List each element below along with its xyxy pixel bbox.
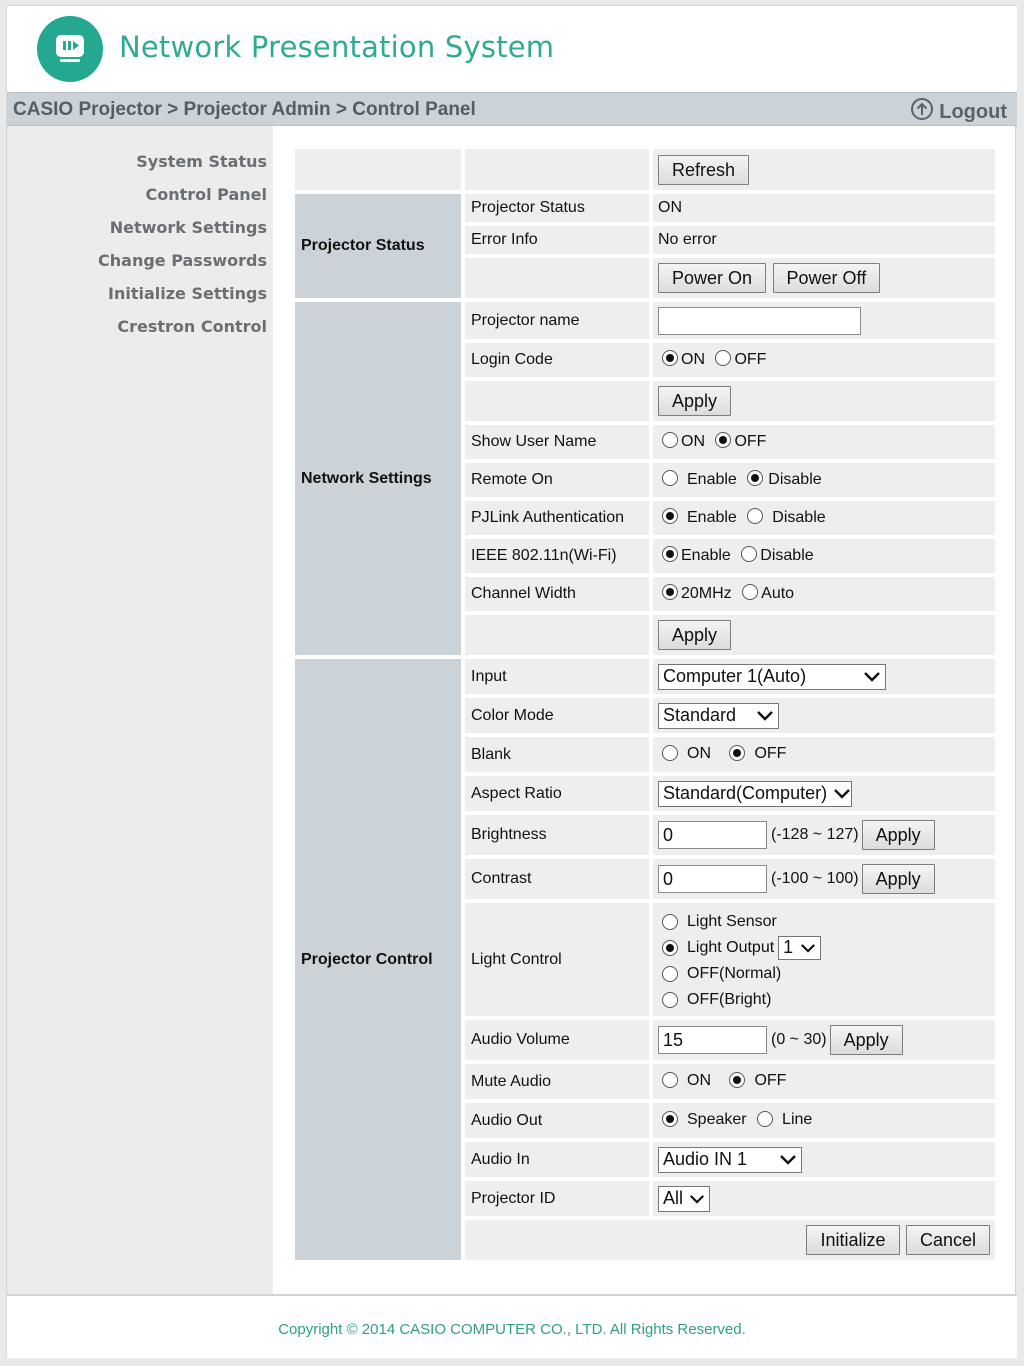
light-sensor-label: Light Sensor [687, 912, 777, 930]
logout-label: Logout [939, 100, 1007, 123]
wifi-enable-label: Enable [681, 546, 731, 564]
off-bright-option [658, 987, 995, 1013]
remote-on-disable-label: Disable [768, 470, 822, 488]
sidebar-item-network-settings[interactable]: Network Settings [109, 218, 267, 237]
channel-auto-radio[interactable] [742, 584, 758, 600]
blank-label: Blank [465, 737, 653, 772]
show-user-name-on-radio[interactable] [662, 432, 678, 448]
projector-status-label: Projector Status [465, 194, 653, 222]
breadcrumb: CASIO Projector > Projector Admin > Control Panel [13, 99, 476, 120]
pjlink-disable-label: Disable [772, 508, 826, 526]
app-title: Network Presentation System [119, 30, 555, 64]
contrast-range: (-100 ~ 100) [771, 870, 859, 887]
brightness-label: Brightness [465, 815, 653, 855]
refresh-row [295, 149, 995, 190]
section-projector-status: Projector Status [295, 194, 465, 298]
off-normal-radio[interactable] [662, 966, 678, 982]
audio-out-label: Audio Out [465, 1103, 653, 1138]
projector-id-select-value: All [663, 1188, 684, 1208]
audio-volume-range: (0 ~ 30) [771, 1031, 827, 1048]
up-arrow-circle-icon [911, 98, 933, 126]
sidebar [7, 126, 273, 1294]
projector-name-row [295, 302, 995, 339]
chevron-down-icon [800, 943, 816, 953]
brightness-range: (-128 ~ 127) [771, 826, 859, 843]
light-sensor-radio[interactable] [662, 914, 678, 930]
pjlink-auth-label: PJLink Authentication [465, 501, 653, 535]
aspect-ratio-select[interactable] [658, 781, 852, 807]
chevron-down-icon [833, 788, 851, 799]
channel-width-label: Channel Width [465, 577, 653, 611]
remote-on-disable-radio[interactable] [747, 470, 763, 486]
contrast-apply-button[interactable]: Apply [862, 864, 935, 894]
input-row [295, 659, 995, 694]
audio-out-line-radio[interactable] [757, 1111, 773, 1127]
light-output-option [658, 935, 995, 961]
input-select[interactable] [658, 664, 886, 690]
color-mode-select[interactable] [658, 703, 779, 729]
off-bright-radio[interactable] [662, 992, 678, 1008]
login-code-off-label: OFF [734, 350, 767, 368]
projector-status-row [295, 194, 995, 222]
show-user-name-on-label: ON [681, 432, 705, 450]
audio-out-speaker-label: Speaker [687, 1111, 747, 1129]
power-off-button[interactable]: Power Off [773, 263, 881, 293]
sidebar-item-control-panel[interactable]: Control Panel [145, 185, 267, 204]
logout-button[interactable] [911, 98, 1007, 126]
blank-off-radio[interactable] [729, 745, 745, 761]
mute-audio-off-radio[interactable] [729, 1072, 745, 1088]
login-code-off-radio[interactable] [715, 350, 731, 366]
channel-20mhz-radio[interactable] [662, 584, 678, 600]
light-output-label: Light Output [687, 938, 775, 956]
audio-out-speaker-radio[interactable] [662, 1111, 678, 1127]
cancel-button[interactable]: Cancel [906, 1225, 990, 1255]
color-mode-select-value: Standard [663, 705, 737, 725]
error-info-label: Error Info [465, 226, 653, 254]
power-on-button[interactable]: Power On [658, 263, 766, 293]
chevron-down-icon [689, 1194, 705, 1204]
presentation-screen-icon [37, 16, 103, 82]
light-control-label: Light Control [465, 903, 653, 1016]
control-panel-main [295, 149, 995, 1264]
show-user-name-off-label: OFF [734, 432, 767, 450]
section-projector-control: Projector Control [295, 659, 465, 1260]
chevron-down-icon [863, 671, 881, 682]
remote-on-label: Remote On [465, 463, 653, 497]
section-network-settings: Network Settings [295, 302, 465, 655]
projector-name-label: Projector name [465, 302, 653, 339]
sidebar-item-initialize-settings[interactable]: Initialize Settings [108, 284, 267, 303]
light-sensor-option [658, 909, 995, 935]
projector-name-input[interactable] [658, 307, 861, 335]
show-user-name-off-radio[interactable] [715, 432, 731, 448]
aspect-ratio-select-value: Standard(Computer) [663, 783, 828, 803]
channel-auto-label: Auto [761, 584, 795, 602]
audio-volume-label: Audio Volume [465, 1020, 653, 1060]
input-select-value: Computer 1(Auto) [663, 666, 807, 686]
chevron-down-icon [756, 710, 774, 721]
audio-in-label: Audio In [465, 1142, 653, 1177]
light-output-radio[interactable] [662, 940, 678, 956]
light-output-level-select[interactable] [778, 936, 821, 960]
wifi-label: IEEE 802.11n(Wi-Fi) [465, 539, 653, 573]
mute-audio-off-label: OFF [754, 1072, 787, 1090]
contrast-label: Contrast [465, 859, 653, 899]
pjlink-disable-radio[interactable] [747, 508, 763, 524]
wifi-disable-radio[interactable] [741, 546, 757, 562]
brightness-input[interactable]: 0 [658, 821, 767, 849]
blank-cell [465, 615, 653, 655]
projector-id-label: Projector ID [465, 1181, 653, 1216]
header [7, 6, 1017, 92]
sidebar-item-change-passwords[interactable]: Change Passwords [98, 251, 267, 270]
blank-off-label: OFF [754, 745, 787, 763]
sidebar-nav [98, 152, 267, 350]
wifi-enable-radio[interactable] [662, 546, 678, 562]
audio-in-select-value: Audio IN 1 [663, 1149, 748, 1169]
channel-20mhz-label: 20MHz [681, 584, 732, 602]
login-code-apply-button[interactable]: Apply [658, 386, 731, 416]
wifi-disable-label: Disable [760, 546, 814, 564]
light-output-level-value: 1 [783, 937, 794, 957]
login-code-on-label: ON [681, 350, 705, 368]
pjlink-enable-label: Enable [687, 508, 737, 526]
blank-cell [465, 381, 653, 421]
brightness-apply-button[interactable]: Apply [862, 820, 935, 850]
footer [7, 1294, 1017, 1358]
blank-on-radio[interactable] [662, 745, 678, 761]
off-normal-option [658, 961, 995, 987]
audio-in-select[interactable] [658, 1147, 802, 1173]
control-table [295, 145, 995, 1264]
login-code-on-radio[interactable] [662, 350, 678, 366]
blank-cell [295, 149, 465, 190]
color-mode-label: Color Mode [465, 698, 653, 733]
copyright-text: Copyright © 2014 CASIO COMPUTER CO., LTD. All Rights Reserved. [278, 1321, 746, 1338]
breadcrumb-bar [7, 92, 1017, 126]
refresh-button[interactable]: Refresh [658, 155, 749, 185]
page-frame [6, 5, 1016, 1357]
mute-audio-label: Mute Audio [465, 1064, 653, 1099]
off-normal-label: OFF(Normal) [687, 964, 782, 982]
contrast-input[interactable]: 0 [658, 865, 767, 893]
remote-on-enable-label: Enable [687, 470, 737, 488]
audio-out-line-label: Line [782, 1111, 813, 1129]
blank-cell [465, 149, 653, 190]
projector-id-select[interactable] [658, 1186, 710, 1212]
audio-volume-input[interactable]: 15 [658, 1026, 767, 1054]
remote-on-enable-radio[interactable] [662, 470, 678, 486]
network-apply-button[interactable]: Apply [658, 620, 731, 650]
off-bright-label: OFF(Bright) [687, 990, 772, 1008]
blank-on-label: ON [687, 745, 711, 763]
login-code-label: Login Code [465, 343, 653, 377]
audio-volume-apply-button[interactable]: Apply [830, 1025, 903, 1055]
chevron-down-icon [779, 1154, 797, 1165]
initialize-button[interactable]: Initialize [806, 1225, 899, 1255]
input-label: Input [465, 659, 653, 694]
blank-cell [465, 258, 653, 298]
projector-status-value: ON [653, 194, 995, 222]
aspect-ratio-label: Aspect Ratio [465, 776, 653, 811]
show-user-name-label: Show User Name [465, 425, 653, 459]
pjlink-enable-radio[interactable] [662, 508, 678, 524]
sidebar-item-crestron-control[interactable]: Crestron Control [117, 317, 267, 336]
error-info-value: No error [653, 226, 995, 254]
mute-audio-on-radio[interactable] [662, 1072, 678, 1088]
mute-audio-on-label: ON [687, 1072, 711, 1090]
sidebar-item-system-status[interactable]: System Status [136, 152, 267, 171]
